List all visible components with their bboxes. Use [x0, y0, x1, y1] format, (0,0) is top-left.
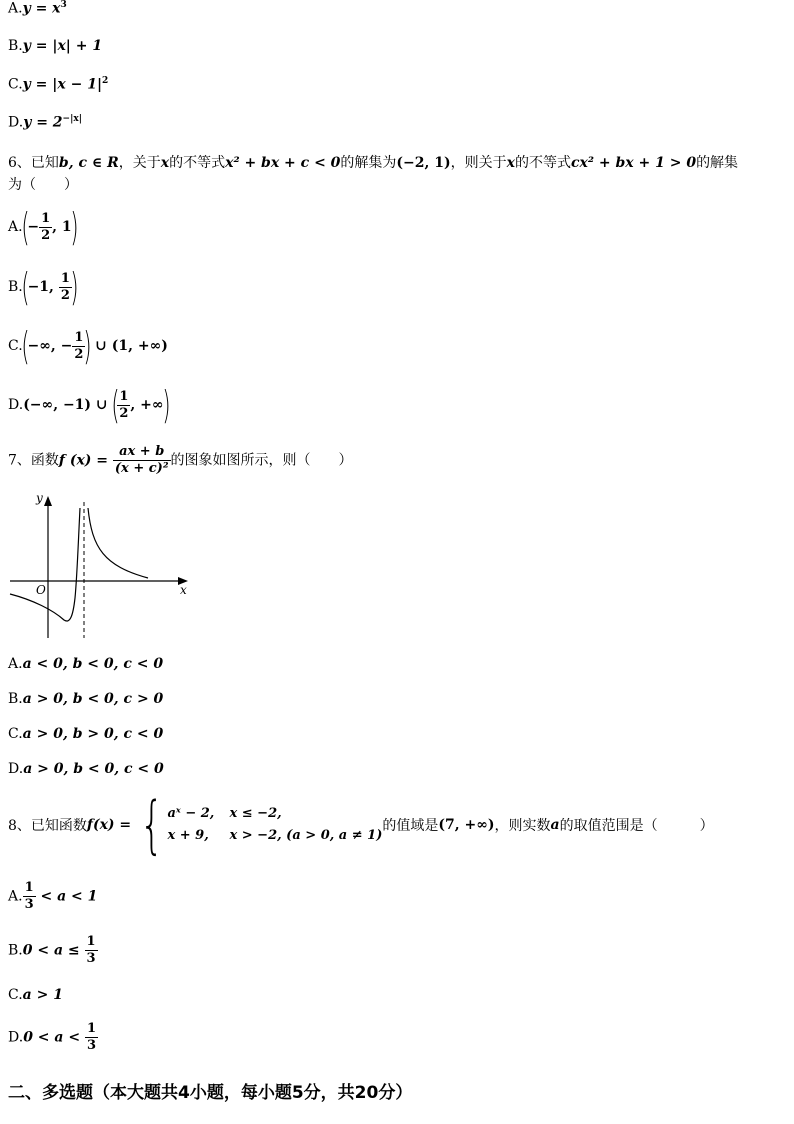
- math-expr: a: [550, 817, 560, 833]
- math-expr: < a < 1: [35, 888, 98, 905]
- y-axis-arrow: [44, 496, 52, 506]
- right-paren: ): [70, 205, 79, 249]
- math-expr: a > 0, b < 0, c < 0: [23, 761, 164, 777]
- option-label: B.: [8, 279, 23, 295]
- stem-text: 为（ ）: [8, 177, 78, 193]
- option-label: C.: [8, 987, 23, 1003]
- denominator: 3: [24, 897, 34, 912]
- left-paren: (: [110, 383, 120, 427]
- stem-text: 8、已知函数: [8, 818, 87, 834]
- q5-option-c[interactable]: [8, 76, 108, 93]
- left-brace: {: [139, 788, 164, 861]
- math-expr: −1,: [27, 279, 59, 295]
- q7-function-graph: [8, 488, 194, 644]
- numerator: 1: [119, 388, 129, 404]
- case-expr: aˣ − 2,: [167, 806, 215, 821]
- numerator: 1: [41, 210, 51, 226]
- math-expr: 0 < a <: [23, 1029, 85, 1046]
- q8-option-d[interactable]: [8, 1021, 98, 1054]
- q6-stem-line1: [8, 152, 738, 172]
- math-expr: 0 < a ≤: [22, 942, 85, 959]
- left-paren: (: [21, 265, 30, 309]
- denominator: 2: [41, 227, 51, 243]
- numerator: 1: [60, 270, 70, 286]
- option-label: B.: [8, 38, 23, 54]
- case-condition: x > −2, (a > 0, a ≠ 1): [229, 828, 383, 843]
- math-exponent: −|x|: [62, 114, 83, 124]
- math-expr: (−∞, −1) ∪: [23, 397, 113, 413]
- numerator: 1: [74, 329, 84, 345]
- q8-stem: [8, 788, 714, 861]
- y-axis-label: y: [36, 491, 43, 505]
- case-row-1: [167, 803, 382, 825]
- math-expr: , 1: [52, 219, 72, 235]
- q5-option-a[interactable]: [8, 0, 67, 17]
- option-label: A.: [8, 656, 23, 672]
- q7-option-c[interactable]: [8, 726, 163, 742]
- q6-stem-line2: [8, 174, 78, 194]
- math-expr: x² + bx + c < 0: [225, 155, 341, 171]
- stem-text: ，则实数: [494, 818, 551, 834]
- stem-text: 的解集为: [340, 155, 397, 171]
- q6-option-d[interactable]: [8, 383, 171, 427]
- math-expr: f (x) =: [58, 452, 113, 469]
- stem-text: 的不等式: [169, 155, 226, 171]
- stem-text: 6、已知: [8, 155, 59, 171]
- math-expr: y = |x − 1|: [22, 76, 103, 93]
- numerator: 1: [24, 880, 34, 895]
- math-expr: , +∞: [130, 397, 164, 413]
- origin-label: O: [36, 583, 46, 597]
- q7-option-d[interactable]: [8, 761, 164, 777]
- math-expr: a > 0, b < 0, c > 0: [22, 691, 164, 707]
- left-paren: (: [20, 205, 30, 249]
- fraction: [23, 880, 36, 913]
- fraction: [113, 444, 171, 477]
- math-expr: b, c ∈ R: [58, 155, 119, 171]
- case-row-2: [167, 825, 382, 847]
- math-expr: −∞, −: [27, 338, 73, 354]
- right-paren: ): [70, 265, 79, 309]
- math-exponent: 3: [60, 0, 67, 10]
- q6-option-a[interactable]: [8, 205, 79, 249]
- math-expr: y = x: [22, 0, 61, 17]
- math-expr: a < 0, b < 0, c < 0: [22, 656, 164, 672]
- case-expr: x + 9,: [167, 828, 209, 843]
- math-expr: a > 1: [22, 987, 63, 1003]
- option-label: C.: [8, 76, 23, 93]
- math-expr: y = 2: [23, 114, 63, 131]
- denominator: (x + c)²: [114, 461, 169, 476]
- q5-option-b[interactable]: [8, 38, 102, 54]
- fraction: [85, 1021, 98, 1054]
- option-label: D.: [8, 1029, 24, 1046]
- stem-text: 7、函数: [8, 452, 59, 469]
- stem-text: 的取值范围是（ ）: [559, 818, 714, 834]
- q7-stem: [8, 444, 353, 477]
- option-label: B.: [8, 691, 23, 707]
- math-expr: cx² + bx + 1 > 0: [571, 155, 697, 171]
- option-label: D.: [8, 761, 24, 777]
- q5-option-d[interactable]: [8, 114, 82, 131]
- curve-right-branch: [88, 508, 148, 578]
- q7-option-b[interactable]: [8, 691, 163, 707]
- option-label: A.: [8, 0, 23, 17]
- option-label: C.: [8, 726, 23, 742]
- math-expr: y = |x| + 1: [22, 38, 103, 54]
- q8-option-a[interactable]: [8, 880, 97, 913]
- right-paren: ): [83, 324, 92, 368]
- q6-option-c[interactable]: [8, 324, 168, 368]
- denominator: 2: [60, 287, 70, 303]
- option-label: B.: [8, 942, 23, 959]
- curve-left-branch: [10, 508, 80, 621]
- denominator: 3: [86, 1038, 97, 1053]
- math-expr: x: [160, 155, 170, 171]
- stem-text: 的不等式: [515, 155, 571, 171]
- section-heading: 二、多选题（本大题共4小题，每小题5分，共20分）: [8, 1083, 413, 1103]
- q6-option-b[interactable]: [8, 265, 79, 309]
- left-paren: (: [21, 324, 30, 368]
- stem-text: ，则关于: [450, 155, 507, 171]
- fraction: [39, 211, 52, 244]
- math-expr: x: [506, 155, 515, 171]
- q8-option-b[interactable]: [8, 934, 98, 967]
- numerator: 1: [86, 1021, 97, 1036]
- x-axis-label: x: [180, 583, 187, 597]
- denominator: 2: [74, 346, 84, 362]
- option-label: C.: [8, 338, 23, 354]
- case-condition: x ≤ −2,: [229, 806, 282, 821]
- option-label: D.: [8, 397, 24, 413]
- option-label: A.: [8, 888, 23, 905]
- q7-option-a[interactable]: [8, 656, 163, 672]
- option-label: D.: [8, 114, 24, 131]
- math-expr: −: [27, 219, 40, 235]
- stem-text: ，关于: [118, 155, 161, 171]
- math-exponent: 2: [102, 76, 109, 86]
- numerator: ax + b: [113, 444, 171, 461]
- math-expr: ∪ (1, +∞): [90, 338, 168, 354]
- math-expr: a > 0, b > 0, c < 0: [22, 726, 164, 742]
- numerator: 1: [86, 934, 96, 949]
- math-expr: (7, +∞): [438, 817, 495, 833]
- option-label: A.: [8, 219, 23, 235]
- denominator: 2: [119, 405, 129, 421]
- stem-text: 的解集: [696, 155, 739, 171]
- fraction: [85, 934, 98, 967]
- piecewise-cases: [167, 803, 382, 847]
- q8-option-c[interactable]: [8, 987, 63, 1003]
- right-paren: ): [161, 383, 171, 427]
- math-expr: (−2, 1): [396, 155, 451, 171]
- stem-text: 的值域是: [382, 818, 439, 834]
- math-expr: f(x) =: [86, 817, 137, 833]
- stem-text: 的图象如图所示，则（ ）: [170, 452, 353, 469]
- denominator: 3: [86, 951, 96, 966]
